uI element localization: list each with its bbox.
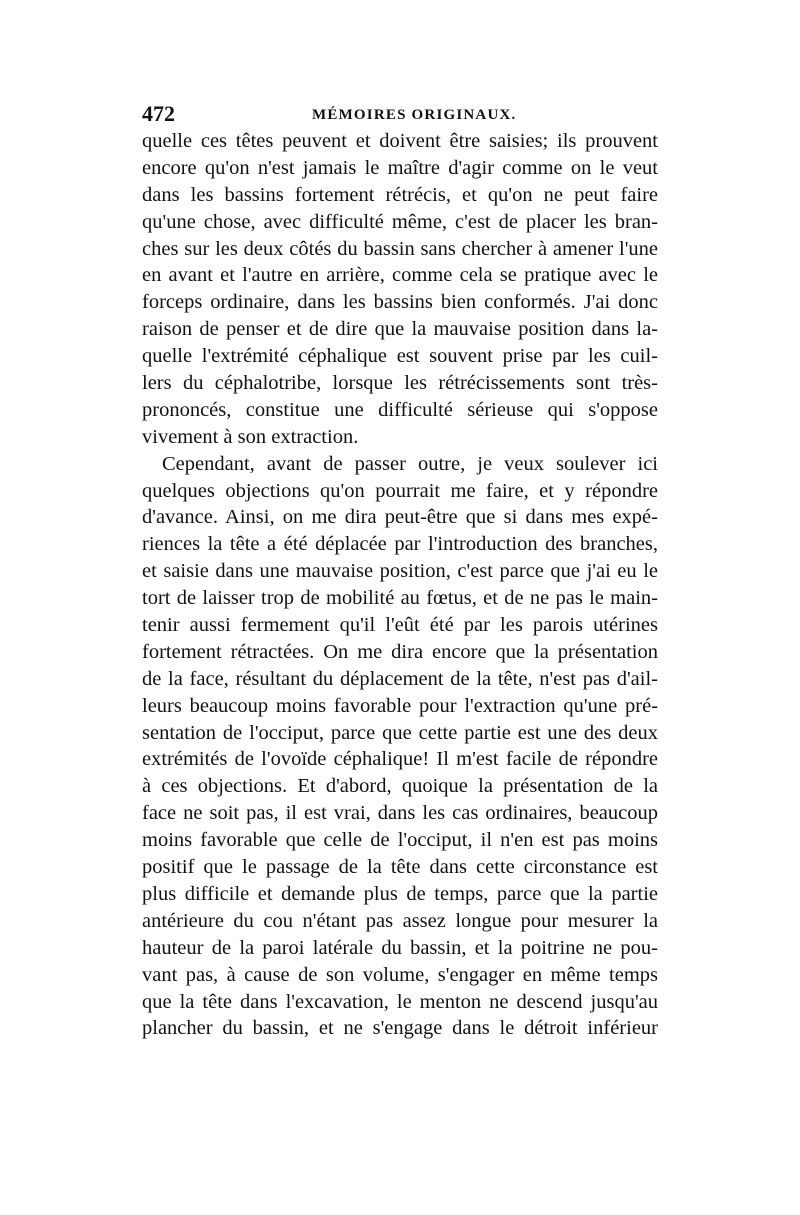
text-line: ches sur les deux côtés du bassin sans chercher à amener l'une xyxy=(142,237,658,260)
text-line: d'avance. Ainsi, on me dira peut-être que si dans mes expé- xyxy=(142,506,658,529)
text-line: raison de penser et de dire que la mauvaise position dans la- xyxy=(142,318,658,341)
text-line: encore qu'on n'est jamais le maître d'agir comme on le veut xyxy=(142,156,658,179)
text-line: leurs beaucoup moins favorable pour l'extraction qu'une pré- xyxy=(142,694,658,717)
text-line: dans les bassins fortement rétrécis, et qu'on ne peut faire xyxy=(142,183,658,206)
text-line: à ces objections. Et d'abord, quoique la présentation de la xyxy=(142,775,658,798)
text-line: en avant et l'autre en arrière, comme cela se pratique avec le xyxy=(142,264,658,287)
text-line: positif que le passage de la tête dans cette circonstance est xyxy=(142,856,658,879)
text-line: vant pas, à cause de son volume, s'engager en même temps xyxy=(142,963,658,986)
text-line: forceps ordinaire, dans les bassins bien conformés. J'ai donc xyxy=(142,291,658,314)
text-line: tenir aussi fermement qu'il l'eût été par les parois utérines xyxy=(142,614,658,637)
text-line: quelle l'extrémité céphalique est souvent prise par les cuil- xyxy=(142,345,658,368)
text-line: et saisie dans une mauvaise position, c'est parce que j'ai eu le xyxy=(142,560,658,583)
paragraph-end-line: vivement à son extraction. xyxy=(142,425,359,448)
paragraph-first-line: Cependant, avant de passer outre, je veux soulever ici xyxy=(162,452,658,475)
text-line: lers du céphalotribe, lorsque les rétrécissements sont très- xyxy=(142,372,658,395)
page-header xyxy=(142,100,658,128)
text-line: quelques objections qu'on pourrait me faire, et y répondre xyxy=(142,479,658,502)
text-line: de la face, résultant du déplacement de la tête, n'est pas d'ail- xyxy=(142,667,658,690)
page-number: 472 xyxy=(142,101,175,126)
text-line: tort de laisser trop de mobilité au fœtus, et de ne pas le main- xyxy=(142,587,658,610)
text-line: sentation de l'occiput, parce que cette partie est une des deux xyxy=(142,721,658,744)
text-line: plus difficile et demande plus de temps, parce que la partie xyxy=(142,882,658,905)
text-line: fortement rétractées. On me dira encore que la présentation xyxy=(142,640,658,663)
text-line: prononcés, constitue une difficulté sérieuse qui s'oppose xyxy=(142,398,658,421)
body-text xyxy=(142,128,658,1042)
text-line: antérieure du cou n'étant pas assez longue pour mesurer la xyxy=(142,909,658,932)
text-line: plancher du bassin, et ne s'engage dans le détroit inférieur xyxy=(142,1017,658,1040)
text-line: riences la tête a été déplacée par l'introduction des branches, xyxy=(142,533,658,556)
text-line: hauteur de la paroi latérale du bassin, et la poitrine ne pou- xyxy=(142,936,658,959)
text-line: quelle ces têtes peuvent et doivent être saisies; ils prouvent xyxy=(142,130,658,152)
text-line: extrémités de l'ovoïde céphalique! Il m'est facile de répondre xyxy=(142,748,658,771)
text-line: qu'une chose, avec difficulté même, c'est de placer les bran- xyxy=(142,210,658,233)
text-line: que la tête dans l'excavation, le menton ne descend jusqu'au xyxy=(142,990,658,1013)
text-line: face ne soit pas, il est vrai, dans les cas ordinaires, beaucoup xyxy=(142,802,658,825)
text-line: moins favorable que celle de l'occiput, il n'en est pas moins xyxy=(142,829,658,852)
running-title: MÉMOIRES ORIGINAUX. xyxy=(312,107,517,123)
